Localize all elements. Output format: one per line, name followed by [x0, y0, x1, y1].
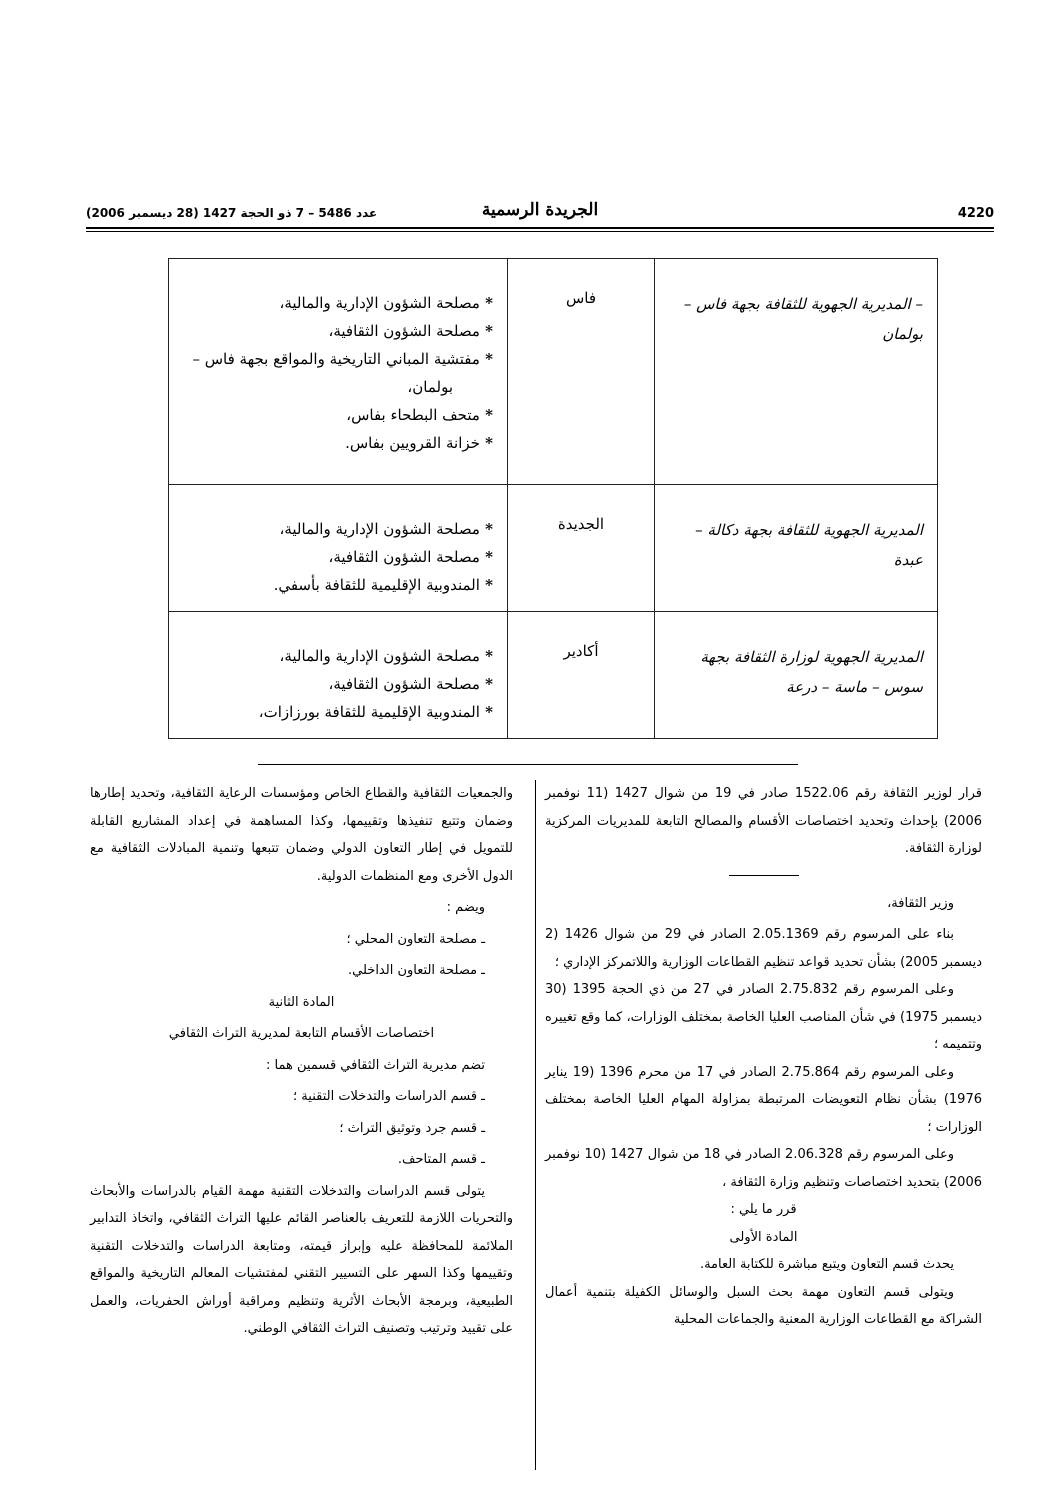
- recital: بناء على المرسوم رقم 2.05.1369 الصادر في 29 من شوال 1426 (2 ديسمبر 2005) بشأن تحديد قواعد تنظيم القطاعات الوزارية واللاتمركز الإداري ؛: [545, 927, 982, 970]
- city-cell: أكادير: [508, 612, 655, 739]
- directorate-cell: [655, 259, 938, 485]
- article-subtitle: اختصاصات الأقسام التابعة لمديرية التراث الثقافي: [168, 1026, 435, 1041]
- column-divider: [535, 780, 536, 1470]
- recital: وعلى المرسوم رقم 2.75.864 الصادر في 17 من محرم 1396 (19 يناير 1976) بشأن نظام التعويضات المرتبطة بمزاولة المهام العليا الخاصة بمختلف الوزارات ؛: [545, 1064, 982, 1135]
- directorate-cell: [655, 485, 938, 612]
- services-cell: [169, 485, 508, 612]
- article-title: المادة الثانية: [268, 994, 335, 1010]
- article-paragraph: يحدث قسم التعاون ويتبع مباشرة للكتابة العامة.: [699, 1257, 954, 1272]
- page-header: [86, 200, 994, 226]
- table-row: [169, 612, 938, 739]
- list-item: ـ قسم المتاحف.: [397, 1152, 485, 1167]
- gazette-title: الجريدة الرسمية: [481, 200, 599, 220]
- directorate-name: المديرية الجهوية لوزارة الثقافة بجهة سوس – ماسة – درعة: [700, 648, 923, 696]
- annex-table: [168, 258, 938, 739]
- list-item: * مفتشية المباني التاريخية والمواقع بجهة فاس –: [183, 345, 493, 373]
- list-item: ـ قسم الدراسات والتدخلات التقنية ؛: [293, 1089, 485, 1104]
- header-rule-thin: [86, 231, 994, 232]
- list-item: * المندوبية الإقليمية للثقافة بأسفي.: [183, 571, 493, 599]
- continuation-paragraph: والجمعيات الثقافية والقطاع الخاص ومؤسسات الرعاية الثقافية، وتحديد إطارها وضمان وتتبع تنفيذها وتقييمها، وكذا المساهمة في إعداد المشاريع القابلة للتمويل في إطار التعاون الدولي وضمان تتبعها وتنمية المبادلات الثقافية مع الدول الأخرى ومع المنظمات الدولية.: [90, 786, 513, 884]
- city-cell: الجديدة: [508, 485, 655, 612]
- list-item: * خزانة القرويين بفاس.: [183, 429, 493, 457]
- list-item: * مصلحة الشؤون الثقافية،: [183, 670, 493, 698]
- header-rule: [86, 227, 994, 229]
- list-item: * المندوبية الإقليمية للثقافة بورزازات،: [183, 698, 493, 726]
- article-paragraph: ويتولى قسم التعاون مهمة بحث السبل والوسائل الكفيلة بتنمية أعمال الشراكة مع القطاعات الوزارية المعنية والجماعات المحلية: [545, 1284, 982, 1327]
- article-title: المادة الأولى: [729, 1229, 798, 1245]
- page-number: 4220: [957, 206, 994, 221]
- title-rule: [729, 875, 799, 876]
- list-item: ـ قسم جرد وتوثيق التراث ؛: [339, 1120, 485, 1136]
- directorate-name: المديرية الجهوية للثقافة بجهة دكالة – عبدة: [695, 521, 923, 569]
- list-item: * مصلحة الشؤون الإدارية والمالية،: [183, 289, 493, 317]
- recital: وعلى المرسوم رقم 2.06.328 الصادر في 18 من شوال 1427 (10 نوفمبر 2006) بتحديد اختصاصات وتنظيم وزارة الثقافة ،: [545, 1147, 982, 1190]
- list-item: * مصلحة الشؤون الإدارية والمالية،: [183, 642, 493, 670]
- section-separator: [258, 764, 798, 765]
- list-item: ـ مصلحة التعاون المحلي ؛: [346, 931, 485, 947]
- includes-line: ويضم :: [446, 900, 485, 915]
- right-column: [545, 780, 982, 1334]
- decides-line: قرر ما يلي :: [730, 1202, 797, 1217]
- article-paragraph: يتولى قسم الدراسات والتدخلات التقنية مهمة القيام بالدراسات والأبحاث والتحريات اللازمة للتعريف بالعناصر القائم عليها التراث الثقافي، واتخاذ التدابير الملائمة للمحافظة عليه وإبراز قيمته، ومتابعة الدراسات والتدخلات التقنية وتقييمها وكذا السهر على التسيير التقني لمفتشيات المعالم التاريخية والمواقع الطبيعية، وبرمجة الأبحاث الأثرية وتنظيم ومراقبة أوراش الحفريات، والعمل على تقييد وترتيب وتصنيف التراث الثقافي الوطني.: [90, 1183, 513, 1336]
- article-intro: تضم مديرية التراث الثقافي قسمين هما :: [266, 1057, 485, 1073]
- issue-info: عدد 5486 – 7 ذو الحجة 1427 (28 ديسمبر 2006): [86, 206, 378, 220]
- services-cell: [169, 259, 508, 485]
- list-item: * متحف البطحاء بفاس،: [183, 401, 493, 429]
- list-item: * مصلحة الشؤون الثقافية،: [183, 317, 493, 345]
- table-row: [169, 485, 938, 612]
- decree-title: قرار لوزير الثقافة رقم 1522.06 صادر في 19 من شوال 1427 (11 نوفمبر 2006) بإحداث وتحديد اختصاصات الأقسام والمصالح التابعة للمديريات المركزية لوزارة الثقافة.: [545, 786, 982, 856]
- services-cell: [169, 612, 508, 739]
- table-row: [169, 259, 938, 485]
- list-item: بولمان،: [407, 378, 453, 396]
- recital: وعلى المرسوم رقم 2.75.832 الصادر في 27 من ذي الحجة 1395 (30 ديسمبر 1975) في شأن المناصب العليا الخاصة بمختلف الوزارات، كما وقع تغييره وتتميمه ؛: [545, 982, 983, 1052]
- left-column: [90, 780, 513, 1343]
- list-item: * مصلحة الشؤون الإدارية والمالية،: [183, 515, 493, 543]
- minister-line: وزير الثقافة،: [887, 895, 954, 911]
- directorate-cell: [655, 612, 938, 739]
- directorate-name: – المديرية الجهوية للثقافة بجهة فاس – بولمان: [683, 295, 923, 343]
- list-item: * مصلحة الشؤون الثقافية،: [183, 543, 493, 571]
- list-item: ـ مصلحة التعاون الداخلي.: [348, 963, 485, 978]
- city-cell: فاس: [508, 259, 655, 485]
